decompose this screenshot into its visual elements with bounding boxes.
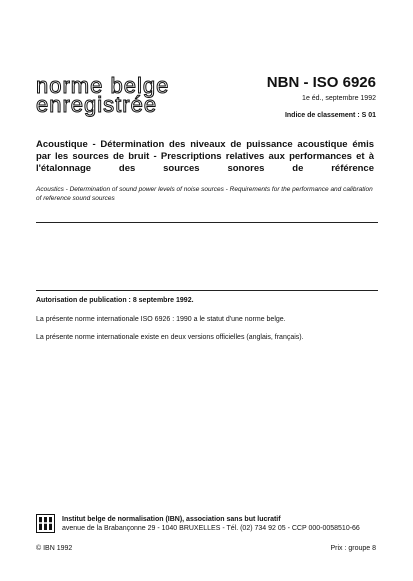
title-english: Acoustics - Determination of sound power levels of noise sources - Requirements for the performance and calibration of reference sound sources [36,186,373,202]
price-group: Prix : groupe 8 [330,545,376,552]
status-paragraph: La présente norme internationale ISO 6926 : 1990 a le statut d'une norme belge. [36,316,286,323]
ibn-logo-icon [36,514,55,533]
institute-name: Institut belge de normalisation (IBN), association sans but lucratif [62,516,281,523]
divider-middle [36,290,378,291]
classification-index: Indice de classement : S 01 [284,112,376,119]
divider-top [36,222,378,223]
copyright: © IBN 1992 [36,545,73,552]
title-french: Acoustique - Détermination des niveaux de puissance acoustique émis par les sources de bruit - Prescriptions relatives aux performances et à l'étalonnage des sources sonores de référence [36,139,374,174]
publication-authorization: Autorisation de publication : 8 septembre 1992. [36,297,194,304]
edition-date: 1e éd., septembre 1992 [302,95,376,102]
standard-code: NBN - ISO 6926 [266,74,376,91]
brand-line-1: norme belge [36,73,170,98]
institute-address: avenue de la Brabançonne 29 - 1040 BRUXELLES - Tél. (02) 734 92 05 - CCP 000-0058510-66 [62,525,360,532]
brand-line-2: enregistrée [36,92,158,117]
versions-paragraph: La présente norme internationale existe en deux versions officielles (anglais, français). [36,334,304,341]
